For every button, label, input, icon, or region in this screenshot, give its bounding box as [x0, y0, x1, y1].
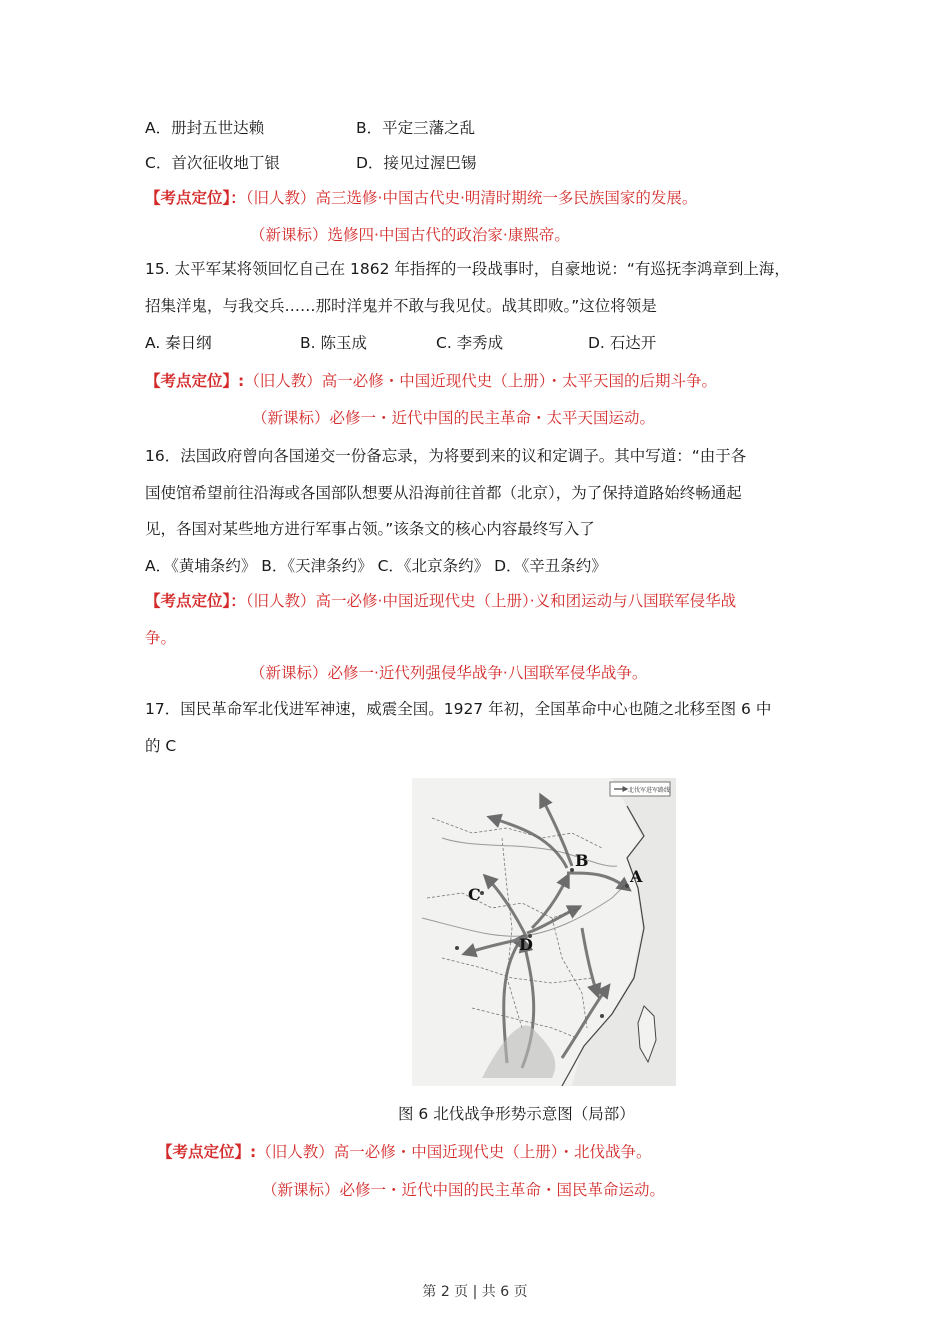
northern-expedition-map: [412, 778, 676, 1086]
q15-option-a: A. 秦日纲: [145, 334, 212, 352]
q16-options: A．《黄埔条约》 B．《天津条约》 C．《北京条约》 D．《辛丑条约》: [145, 557, 607, 575]
q15-option-c: C. 李秀成: [436, 334, 504, 352]
kaodian-old-text: （旧人教）高一必修・中国近现代史（上册）・太平天国的后期斗争。: [244, 372, 717, 390]
map-label-b: B: [575, 851, 589, 870]
q15-kaodian-old: [145, 370, 717, 392]
q16-kaodian-new: （新课标）必修一·近代列强侵华战争·八国联军侵华战争。: [250, 664, 648, 682]
q14-option-d: D．接见过渥巴锡: [356, 154, 477, 172]
page-footer: 第 2 页 | 共 6 页: [422, 1284, 528, 1300]
map-label-d: D: [519, 935, 533, 954]
kaodian-tag: 【考点定位】:: [145, 372, 245, 390]
kaodian-tag: 【考点定位】:: [157, 1143, 257, 1161]
map-label-c: C: [468, 885, 481, 904]
kaodian-old-text: （旧人教）高一必修·中国近现代史（上册）·义和团运动与八国联军侵华战: [245, 592, 737, 610]
kaodian-tag: 【考点定位】：: [145, 592, 246, 610]
q14-option-c: C．首次征收地丁银: [145, 154, 280, 172]
q17-kaodian-new: （新课标）必修一・近代中国的民主革命・国民革命运动。: [262, 1181, 666, 1199]
map-legend-label: 北伐军进军路线: [628, 787, 671, 794]
q14-option-a: A．册封五世达赖: [145, 119, 265, 137]
figure-caption: 图 6 北伐战争形势示意图（局部）: [398, 1105, 635, 1123]
q15-option-d: D. 石达开: [588, 334, 657, 352]
q17-stem-line2: 的 C: [145, 737, 177, 755]
q16-stem-line1: 16．法国政府曾向各国递交一份备忘录，为将要到来的议和定调子。其中写道：“由于各: [145, 447, 747, 465]
q14-option-b: B．平定三藩之乱: [356, 119, 476, 137]
q15-kaodian-new: （新课标）必修一・近代中国的民主革命・太平天国运动。: [252, 409, 656, 427]
q14-kaodian-new: （新课标）选修四·中国古代的政治家·康熙帝。: [250, 226, 570, 244]
q16-stem-line3: 见，各国对某些地方进行军事占领。”该条文的核心内容最终写入了: [145, 520, 595, 538]
map-label-a: A: [630, 867, 643, 886]
kaodian-old-text: （旧人教）高三选修·中国古代史·明清时期统一多民族国家的发展。: [245, 189, 698, 207]
kaodian-tag: 【考点定位】：: [145, 189, 246, 207]
q14-kaodian-old: [145, 187, 697, 209]
q16-kaodian-old: [145, 590, 736, 612]
q17-stem-line1: 17．国民革命军北伐进军神速，威震全国。1927 年初，全国革命中心也随之北移至图 6 中: [145, 700, 772, 718]
q15-stem-line2: 招集洋鬼，与我交兵……那时洋鬼并不敢与我见仗。战其即败。”这位将领是: [145, 297, 657, 315]
kaodian-old-text: （旧人教）高一必修・中国近现代史（上册）・北伐战争。: [256, 1143, 652, 1161]
q15-option-b: B. 陈玉成: [300, 334, 367, 352]
q16-kaodian-old-cont: 争。: [145, 629, 177, 647]
q17-kaodian-old: [157, 1141, 651, 1163]
q15-stem-line1: 15. 太平军某将领回忆自己在 1862 年指挥的一段战事时，自豪地说：“有巡抚李鸿章到上海，: [145, 260, 790, 278]
q16-stem-line2: 国使馆希望前往沿海或各国部队想要从沿海前往首都（北京），为了保持道路始终畅通起: [145, 484, 742, 502]
